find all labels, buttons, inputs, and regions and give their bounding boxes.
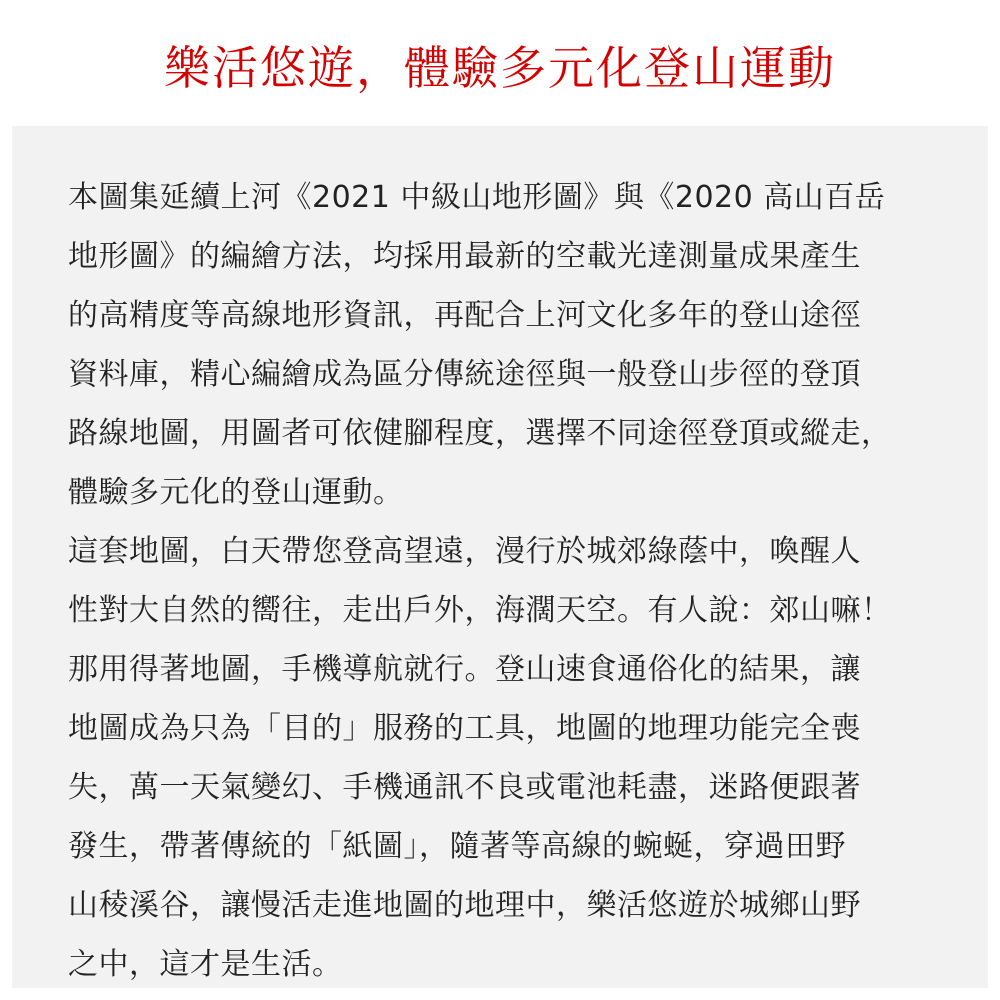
text-line: 本圖集延續上河《2021 中級山地形圖》與《2020 高山百岳 <box>68 180 886 215</box>
text-line: 地圖成為只為「目的」服務的工具，地圖的地理功能完全喪 <box>68 711 861 746</box>
text-line: 這套地圖，白天帶您登高望遠，漫行於城郊綠蔭中，喚醒人 <box>68 534 861 569</box>
text-line: 路線地圖，用圖者可依健腳程度，選擇不同途徑登頂或縱走， <box>68 416 892 451</box>
text-line: 山稜溪谷，讓慢活走進地圖的地理中，樂活悠遊於城鄉山野 <box>68 888 861 923</box>
text-line: 那用得著地圖，手機導航就行。登山速食通俗化的結果，讓 <box>68 652 861 687</box>
text-line: 之中，這才是生活。 <box>68 947 343 982</box>
text-line: 體驗多元化的登山運動。 <box>68 475 404 510</box>
text-line: 失，萬一天氣變幻、手機通訊不良或電池耗盡，迷路便跟著 <box>68 770 861 805</box>
text-line: 地形圖》的編繪方法，均採用最新的空載光達測量成果產生 <box>68 239 861 274</box>
text-line: 資料庫，精心編繪成為區分傳統途徑與一般登山步徑的登頂 <box>68 357 861 392</box>
text-line: 的高精度等高線地形資訊，再配合上河文化多年的登山途徑 <box>68 298 861 333</box>
content-panel <box>12 126 988 988</box>
text-line: 發生，帶著傳統的「紙圖」，隨著等高線的蜿蜒，穿過田野 <box>68 829 846 864</box>
page-title: 樂活悠遊，體驗多元化登山運動 <box>164 41 836 95</box>
paragraph-intro <box>68 168 948 522</box>
text-line: 性對大自然的嚮往，走出戶外，海濶天空。有人說：郊山嘛！ <box>68 593 892 628</box>
paragraph-body <box>68 522 948 994</box>
